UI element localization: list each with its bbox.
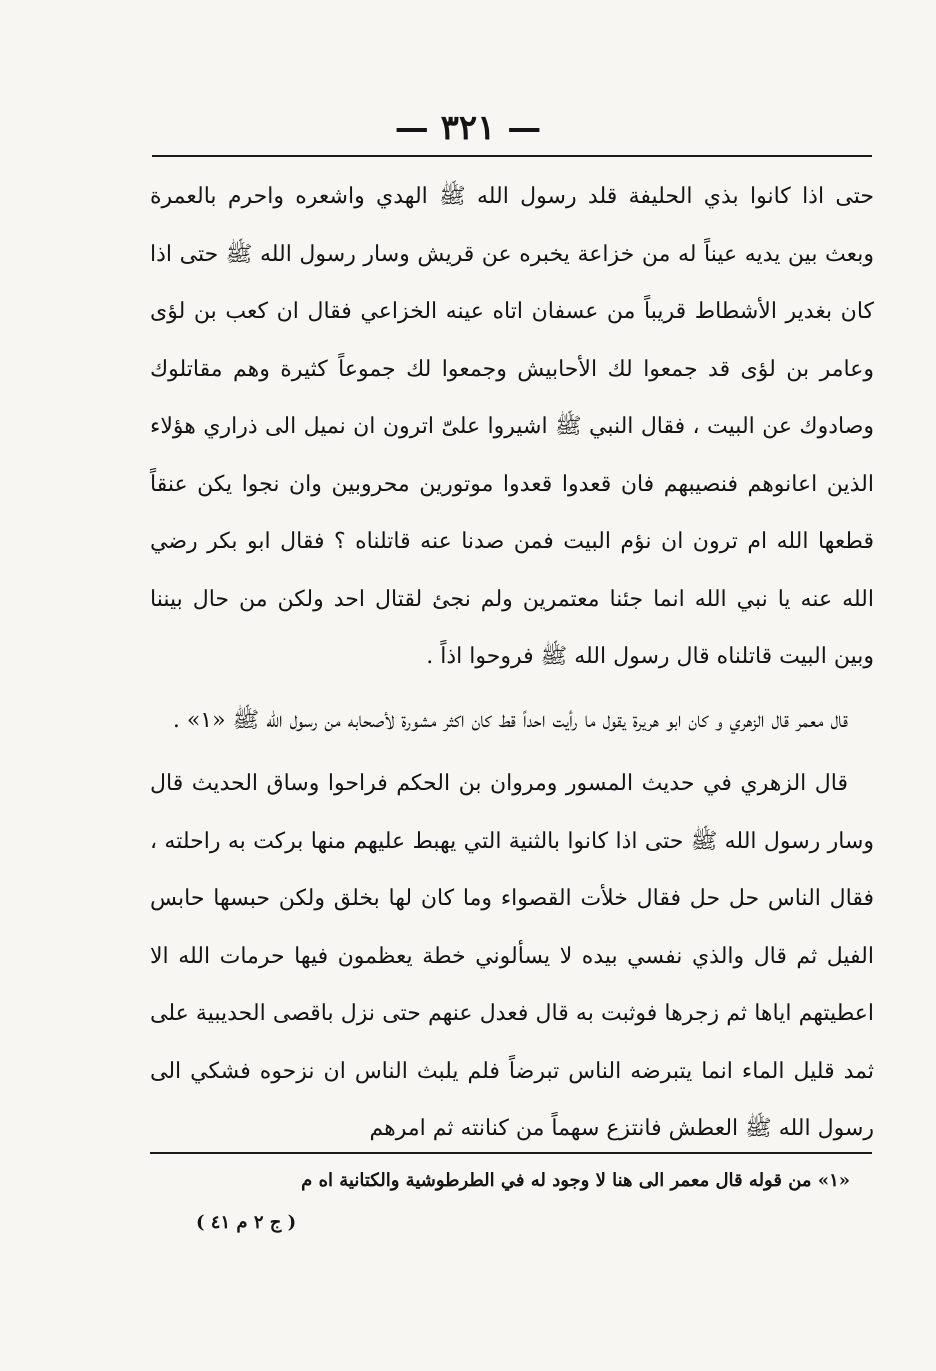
page-number: — ٣٢١ — — [394, 108, 542, 148]
footnote: «١» من قوله قال معمر الى هنا لا وجود له في الطرطوشية والكتانية اه م — [301, 1170, 850, 1191]
body-text — [150, 168, 874, 1158]
header-rule — [152, 155, 872, 157]
paragraph-3: قال الزهري في حديث المسور ومروان بن الحكم فراحوا وساق الحديث قال وسار رسول الله ﷺ حتى اذا كانوا بالثنية التي يهبط عليهم منها بركت به راحلته ، فقال الناس حل حل فقال خلأت القصواء وما كان لها بخلق ولكن حبسها حابس الفيل ثم قال والذي نفسي بيده لا يسألوني خطة يعظمون فيها حرمات الله الا اعطيتهم اياها ثم زجرها فوثبت به قال فعدل عنهم حتى نزل باقصى الحديبية على ثمد قليل الماء انما يتبرضه الناس تبرضاً فلم يلبث الناس ان نزحوه فشكي الى رسول الله ﷺ العطش فانتزع سهماً من كنانته ثم امرهم — [150, 771, 874, 1141]
signature-mark: ( ج ٢ م ٤١ ) — [196, 1212, 297, 1233]
footnote-rule — [150, 1152, 872, 1154]
paragraph-2: قال معمر قال الزهري و كان ابو هريرة يقول ما رأيت احداً قط كان اكثر مشورة لأصحابه من رسول الله ﷺ «١» . — [172, 707, 848, 733]
paragraph-1: حتى اذا كانوا بذي الحليفة قلد رسول الله ﷺ الهدي واشعره واحرم بالعمرة وبعث بين يديه عيناً له من خزاعة يخبره عن قريش وسار رسول الله ﷺ حتى اذا كان بغدير الأشطاط قريباً من عسفان اتاه عينه الخزاعي فقال ان كعب بن لؤى وعامر بن لؤى قد جمعوا لك الأحابيش وجمعوا لك جموعاً كثيرة وهم مقاتلوك وصادوك عن البيت ، فقال النبي ﷺ اشيروا علىّ اترون ان نميل الى ذراري هؤلاء الذين اعانوهم فنصيبهم فان قعدوا قعدوا موتورين محروبين وان نجوا يكن عنقاً قطعها الله ام ترون ان نؤم البيت فمن صدنا عنه قاتلناه ؟ فقال ابو بكر رضي الله عنه يا نبي الله انما جئنا معتمرين ولم نجئ لقتال احد ولكن من حال بيننا وبين البيت قاتلناه قال رسول الله ﷺ فروحوا اذاً . — [150, 184, 874, 669]
